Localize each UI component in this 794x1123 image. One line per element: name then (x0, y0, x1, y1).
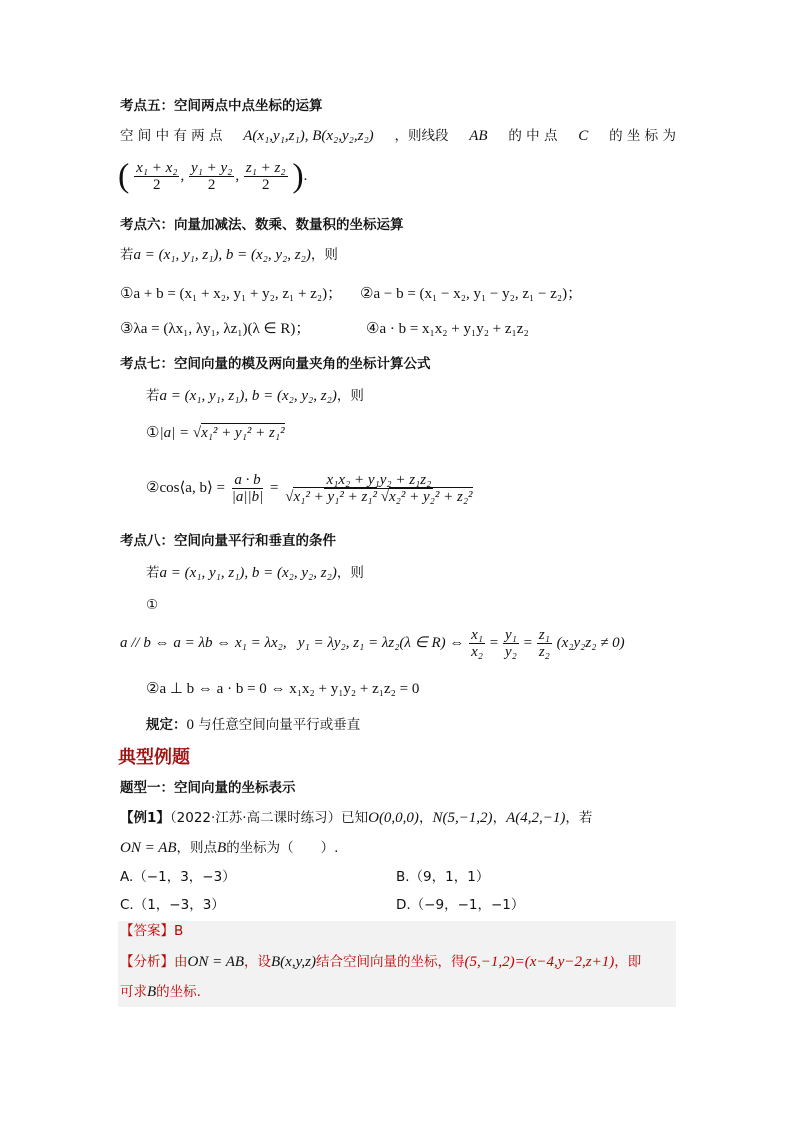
s5-frac-x: $\frac{\text{x₁ + x₂}}{2}$ (136, 160, 178, 193)
s8-parallel: a // b ⇔ a = λb ⇔ x₁ = λx₂, y₁ = λy₂, z₁ = λz₂(λ ∈ R) ⇔ $\frac{\text{x₁}}{\text{x₂}}$ = $\frac{\text{y₁}}{\text{y₂}}$ = $\frac{\text{z₁}}{\text{z₂}}$ (x₂y₂z₂ ≠ 0) (120, 627, 625, 660)
s7-condition: 若a = (x₁, y₁, z₁), b = (x₂, y₂, z₂)，则 (146, 388, 364, 404)
ex1-option-c: C.（1，−3，3） (120, 897, 225, 913)
s5-frac-z: $\frac{\text{z₁ + z₂}}{2}$ (245, 160, 286, 193)
ex1-stem-2: ON = AB，则点B的坐标为（ ）. (120, 840, 339, 856)
s8-rule: 规定：0 与任意空间向量平行或垂直 (146, 717, 361, 733)
ex1-analysis-2: 可求B的坐标. (120, 984, 201, 1000)
examples-section-title: 典型例题 (118, 747, 190, 768)
s7-cos-frac2: $\frac{\text{x₁x₂ + y₁y₂ + z₁z₂}}{\text{√x₁² + y₁² + z₁² √x₂² + y₂² + z₂²}}$ (285, 472, 473, 505)
s5-text-a: 空 间 中 有 两 点 (120, 128, 223, 144)
s5-ab: AB (469, 128, 488, 144)
s6-dot: ④a · b = x₁x₂ + y₁y₂ + z₁z₂ (366, 321, 529, 337)
s6-title: 考点六：向量加减法、数乘、数量积的坐标运算 (120, 217, 404, 233)
s7-cos-frac1: $\frac{a \cdot b}{|a||b|}$ (231, 472, 264, 505)
s6-scalar: ③λa = (λx₁, λy₁, λz₁)(λ ∈ R)； (120, 321, 311, 337)
ex1-option-d: D.（−9，−1，−1） (396, 897, 525, 913)
s5-c: C (578, 128, 589, 144)
s7-title: 考点七：空间向量的模及两向量夹角的坐标计算公式 (120, 356, 431, 372)
s8-zero-vector: 0 (186, 717, 194, 733)
type1-title: 题型一：空间向量的坐标表示 (120, 780, 296, 796)
s5-title: 考点五：空间两点中点坐标的运算 (120, 98, 323, 114)
s5-points: A(x₁,y₁,z₁), B(x₂,y₂,z₂) (243, 128, 374, 144)
ex1-option-b: B.（9，1，1） (396, 869, 490, 885)
s6-add: ①a + b = (x₁ + x₂, y₁ + y₂, z₁ + z₂)； (120, 286, 343, 302)
s5-midpoint-formula: ( $\frac{\text{x₁ + x₂}}{2}$ , $\frac{\text{y₁ + y₂}}{2}$ , $\frac{\text{z₁ + z₂}}{2}$ ). (118, 157, 308, 195)
s6-sub: ②a − b = (x₁ − x₂, y₁ − y₂, z₁ − z₂)； (360, 286, 583, 302)
s6-cond: a = (x₁, y₁, z₁), b = (x₂, y₂, z₂) (133, 247, 311, 263)
s5-text-d: 的 坐 标 为 (609, 128, 676, 144)
s7-modulus: ①|a| = √x₁² + y₁² + z₁² (146, 425, 285, 441)
s7-modulus-root: x₁² + y₁² + z₁² (201, 425, 285, 441)
s5-frac-y: $\frac{\text{y₁ + y₂}}{2}$ (190, 160, 233, 193)
ex1-analysis: 【分析】由ON = AB，设B(x,y,z)结合空间向量的坐标，得(5,−1,2)=(x−4,y−2,z+1)，即 (120, 954, 642, 970)
ex1-answer: 【答案】B (120, 923, 184, 939)
s8-title: 考点八：空间向量平行和垂直的条件 (120, 533, 336, 549)
s5-statement (120, 127, 676, 145)
s5-text-c: 的 中 点 (508, 128, 558, 144)
s5-text-b: ，则线段 (394, 128, 449, 144)
ex1-option-a: A.（−1，3，−3） (120, 869, 236, 885)
s6-condition: 若a = (x₁, y₁, z₁), b = (x₂, y₂, z₂)，则 (120, 247, 338, 263)
s8-condition: 若a = (x₁, y₁, z₁), b = (x₂, y₂, z₂)，则 (146, 565, 364, 581)
s8-p1-marker: ① (146, 597, 159, 613)
s7-cosine: ②cos⟨a, b⟩ = $\frac{a \cdot b}{|a||b|}$ = $\frac{\text{x₁x₂ + y₁y₂ + z₁z₂}}{\text{√x₁² + y₁² + z₁² √x₂² + y₂² + z₂²}}$ (146, 472, 473, 505)
ex1-stem: 【例1】（2022·江苏·高二课时练习）已知O(0,0,0)，N(5,−1,2)，A(4,2,−1)，若 (120, 810, 593, 826)
s8-perpendicular: ②a ⊥ b ⇔ a · b = 0 ⇔ x₁x₂ + y₁y₂ + z₁z₂ = 0 (146, 681, 420, 697)
